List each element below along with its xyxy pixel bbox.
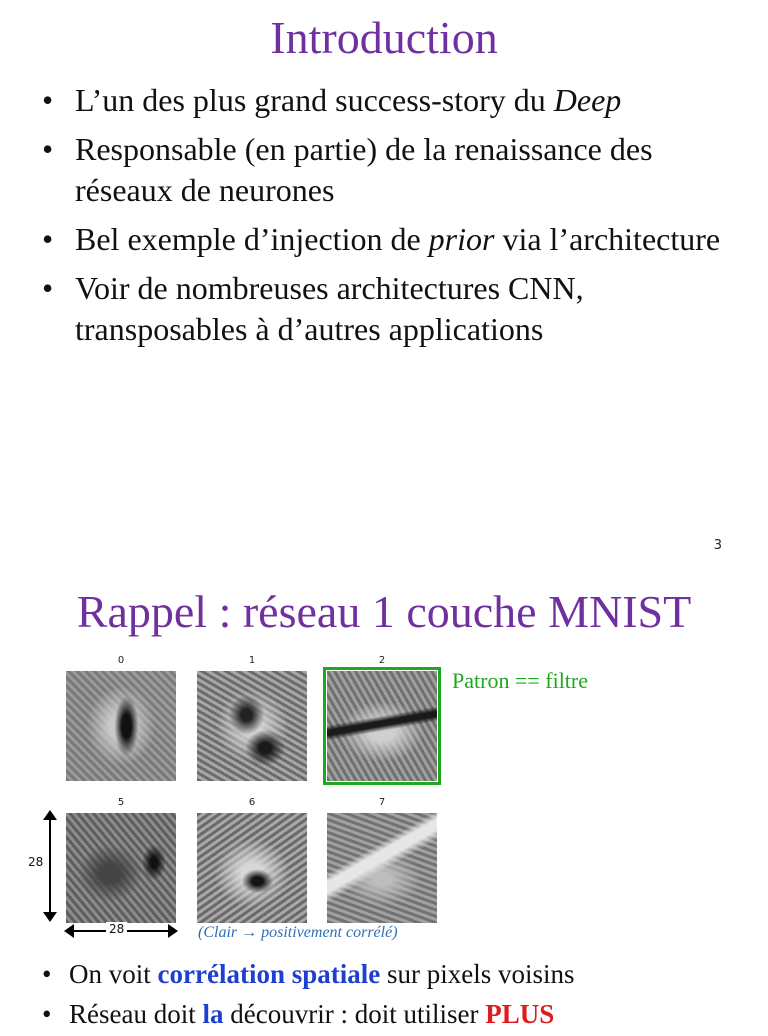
filter-label: 6	[248, 797, 256, 808]
filter-weights-image	[327, 813, 437, 923]
slide-rappel-mnist	[0, 560, 768, 1029]
filter-label: 5	[117, 797, 125, 808]
filter-weights-image	[197, 671, 307, 781]
filter-weights-image	[327, 671, 437, 781]
arrow-right-icon: →	[241, 924, 258, 941]
filter-weights-image	[66, 671, 176, 781]
bullet-item: • Bel exemple d’injection de prior via l’architecture	[42, 219, 742, 260]
bullet-item: • On voit corrélation spatiale sur pixels voisins	[42, 956, 762, 992]
filter-label: 2	[378, 655, 386, 666]
width-dimension-label: 28	[106, 922, 127, 936]
height-dimension-label: 28	[28, 855, 44, 869]
bullet-item: • Responsable (en partie) de la renaissance des réseaux de neurones	[42, 131, 653, 208]
bullet-dot: •	[42, 959, 52, 989]
filter-label: 7	[378, 797, 386, 808]
filter-label: 1	[248, 655, 256, 666]
slide-title: Rappel : réseau 1 couche MNIST	[76, 586, 692, 637]
bullet-dot: •	[42, 82, 54, 118]
page-number: 3	[713, 538, 722, 553]
bullet-item: • Réseau doit la découvrir : doit utiliser PLUS	[42, 996, 762, 1032]
arrow-down-icon	[43, 912, 57, 922]
filter-weights-image	[66, 813, 176, 923]
bullet-dot: •	[42, 270, 54, 306]
bullet-item: • Voir de nombreuses architectures CNN, transposables à d’autres applications	[42, 270, 584, 347]
caption-clair: (Clair → positivement corrélé)	[198, 924, 398, 941]
annotation-patron-filtre: Patron == filtre	[452, 668, 589, 693]
bullet-list	[42, 956, 762, 1036]
bullet-item: • L’un des plus grand success-story du Deep	[42, 80, 742, 121]
bullet-dot: •	[42, 221, 54, 257]
bullet-dot: •	[42, 131, 54, 167]
bullet-list	[42, 80, 742, 358]
filter-weights-image	[197, 813, 307, 923]
bullet-dot: •	[42, 999, 52, 1029]
arrow-right-icon	[168, 924, 178, 938]
filter-label: 0	[117, 655, 125, 666]
slide-title: Introduction	[270, 12, 498, 63]
